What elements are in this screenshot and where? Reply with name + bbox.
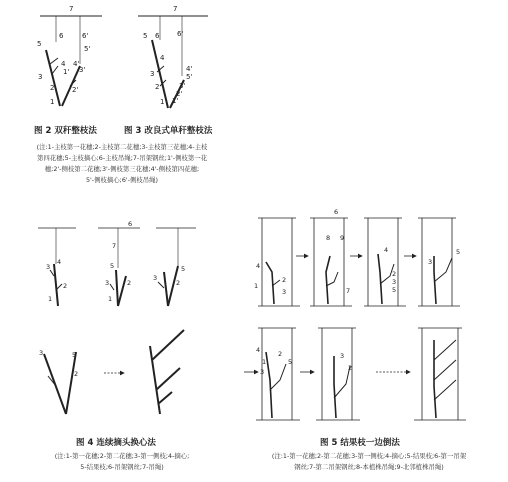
fig4-a-label-4: 4 (57, 258, 62, 266)
fig2-diagram (40, 16, 102, 106)
fig2-label-3: 3 (38, 73, 43, 81)
fig5-label-4: 4 (256, 262, 261, 270)
fig5-caption: 图 5 结果枝一边倒法 (320, 438, 400, 448)
fig3-label-4p: 4' (186, 65, 193, 73)
fig5-s-label-4: 4 (256, 346, 261, 354)
fig4-d-label-3: 3 (39, 349, 44, 357)
fig2-label-3p: 3' (79, 66, 86, 74)
fig5-t-label-3: 3 (340, 352, 345, 360)
fig4-c-label-2: 2 (176, 279, 181, 287)
fig3-label-6: 6 (155, 32, 160, 40)
fig5-note (236, 451, 502, 473)
fig4-a-label-3: 3 (46, 263, 51, 271)
fig5-label-8: 8 (326, 234, 331, 242)
fig4-b-label-5: 5 (110, 262, 115, 270)
fig2-label-6: 6 (59, 32, 64, 40)
fig5-s-label-5: 5 (288, 358, 293, 366)
fig5-r-label-3: 3 (428, 258, 433, 266)
fig5-diagram (244, 218, 466, 420)
fig5-s-label-2: 2 (278, 350, 283, 358)
fig2-label-1p: 1' (63, 68, 70, 76)
fig4-note (32, 451, 212, 473)
fig5-q-label-5: 5 (392, 286, 397, 294)
fig3-label-1: 1 (160, 98, 165, 106)
fig5-label-9: 9 (340, 234, 345, 242)
fig3-label-3p: 3' (179, 82, 186, 90)
fig3-label-3: 3 (150, 70, 155, 78)
fig4-b-label-7: 7 (112, 242, 117, 250)
fig4-b-label-6: 6 (128, 220, 133, 228)
fig5-label-1: 1 (254, 282, 259, 290)
fig3-label-7: 7 (173, 5, 178, 13)
fig3-label-5p: 5' (186, 73, 193, 81)
fig5-q-label-3: 3 (392, 278, 397, 286)
fig3-caption: 图 3 改良式单秆整枝法 (124, 126, 213, 136)
fig23-note-line-2: 第四花穗;5-主枝摘心;6-主枝吊绳;7-吊架钢丝;1'-侧枝第一花 (36, 154, 208, 162)
fig23-note-line-1: (注:1-主枝第一花穗;2-主枝第二花穗;3-主枝第三花穗;4-主枝 (36, 143, 208, 151)
fig3-label-1p: 1' (172, 97, 179, 105)
fig5-t-label-2: 2 (348, 364, 353, 372)
fig2-label-4p: 4' (73, 60, 80, 68)
fig2-label-4: 4 (61, 60, 66, 68)
fig3-label-6p: 6' (177, 30, 184, 38)
fig5-s-label-3: 3 (260, 368, 265, 376)
fig2-label-2: 2 (50, 84, 55, 92)
fig3-diagram (138, 16, 208, 108)
fig2-label-6p: 6' (82, 32, 89, 40)
fig4-caption: 图 4 连续摘头换心法 (76, 438, 156, 448)
fig5-r-label-5: 5 (456, 248, 461, 256)
fig3-label-5: 5 (143, 32, 148, 40)
fig5-label-6: 6 (334, 208, 339, 216)
fig2-label-1: 1 (50, 98, 55, 106)
fig4-b-label-1: 1 (108, 295, 113, 303)
fig23-note-line-3: 穗;2'-侧枝第二花穗;3'-侧枝第三花穗;4'-侧枝第四花穗; (44, 165, 200, 173)
fig2-caption: 图 2 双秆整枝法 (34, 126, 97, 136)
fig5-s-label-1: 1 (262, 358, 267, 366)
fig3-label-2p: 2' (176, 90, 183, 98)
fig23-note (6, 142, 238, 186)
fig4-a-label-2: 2 (63, 282, 68, 290)
fig5-note-line-1: (注:1-第一花穗;2-第二花穗;3-第一侧枝;4-摘心;5-结果枝;6-第一吊架 (271, 452, 467, 460)
fig4-d-label-2: 2 (74, 370, 79, 378)
fig3-label-4: 4 (160, 54, 165, 62)
fig5-label-2: 2 (282, 276, 287, 284)
fig4-note-line-1: (注:1-第一花穗;2-第二花穗;3-第一侧枝;4-摘心; (54, 452, 190, 460)
fig4-d-label-5: 5 (72, 351, 77, 359)
fig5-label-7: 7 (346, 287, 351, 295)
fig4-c-label-3: 3 (153, 274, 158, 282)
fig4-c-label-5: 5 (181, 265, 186, 273)
fig2-label-5p: 5' (84, 45, 91, 53)
fig4-diagram (38, 228, 196, 414)
fig5-label-3: 3 (282, 288, 287, 296)
fig23-note-line-4: 5'-侧枝摘心;6'-侧枝吊绳) (85, 176, 159, 184)
fig5-q-label-2: 2 (392, 270, 397, 278)
fig4-note-line-2: 5-结果枝;6-吊架钢丝;7-吊绳) (80, 463, 164, 471)
fig4-a-label-1: 1 (48, 295, 53, 303)
fig4-b-label-2: 2 (127, 279, 132, 287)
fig2-label-2p: 2' (72, 86, 79, 94)
fig2-label-7: 7 (69, 5, 74, 13)
fig2-label-5: 5 (37, 40, 42, 48)
fig3-label-2: 2 (155, 83, 160, 91)
fig5-note-line-2: 钢丝;7-第二吊架钢丝;8-本植株吊绳;9-北邻植株吊绳) (294, 463, 444, 471)
fig4-b-label-3: 3 (105, 279, 110, 287)
fig5-q-label-4: 4 (384, 246, 389, 254)
